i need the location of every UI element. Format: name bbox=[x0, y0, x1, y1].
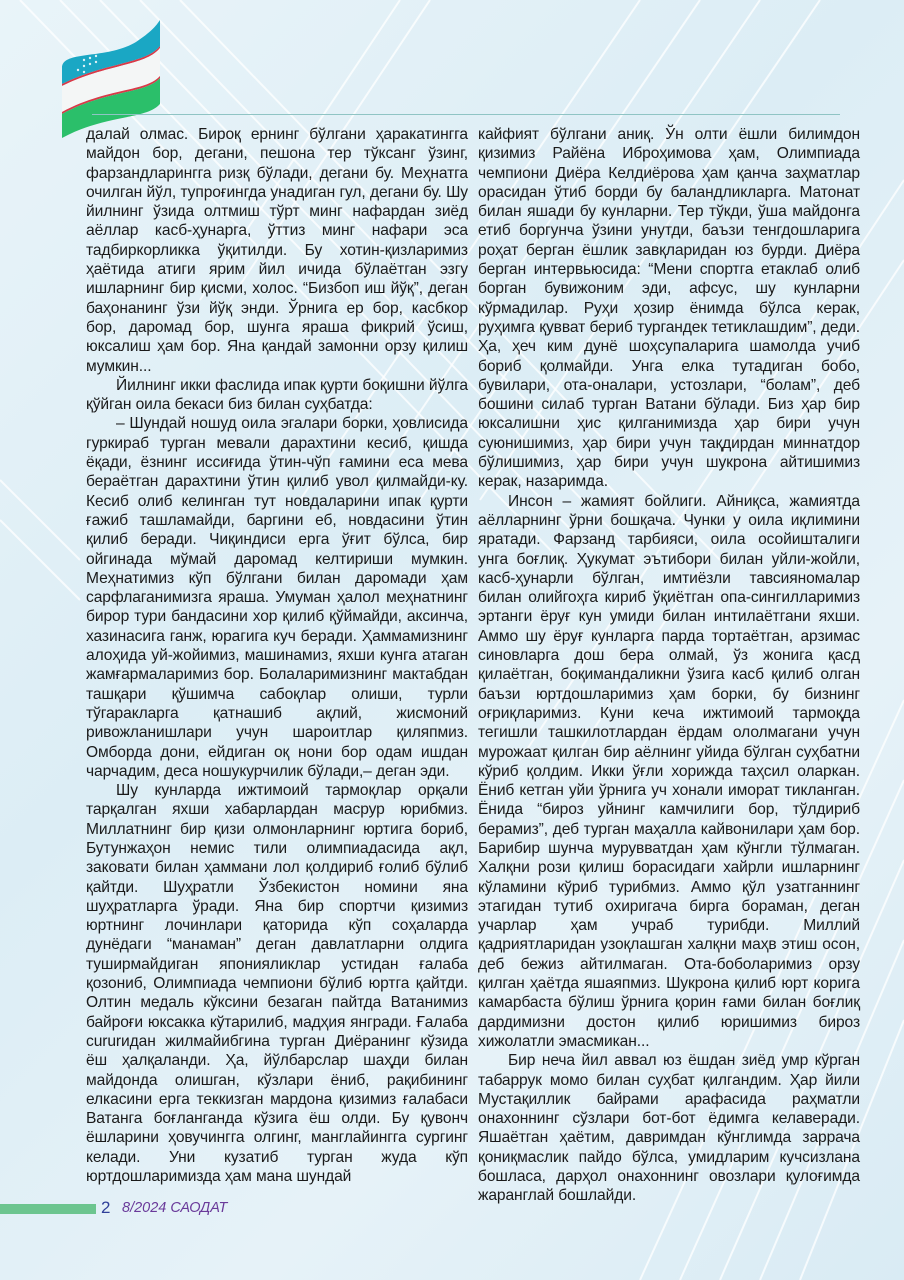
paragraph: далай олмас. Бироқ ернинг бўлгани ҳаракатингга майдон бор, дегани, пешона тер тўксанг ўзинг, фарзандларингга ризқ бўлади, дегани бу. Меҳнатга очилган йўл, тупроғингда унадиган гул, дегани бу. Шу йилнинг ўзида олтмиш тўрт минг нафардан зиёд аёллар касб-ҳунарга, ўттиз минг нафари эса тадбиркорликка ўқитилди. Бу хотин-қизларимиз ҳаётида атиги ярим йил ичида бўлаётган эзгу ишларнинг бир қисми, холос. “Бизбоп иш йўқ”, деган баҳонанинг ўзи йўқ энди. Ўрнига ер бор, касбкор бор, даромад бор, шунга яраша фикрий ўсиш, юксалиш ҳам бор. Яна қандай замонни орзу қилиш мумкин... bbox=[86, 126, 468, 375]
issue-label: 8/2024 САОДАТ bbox=[122, 1200, 228, 1216]
paragraph: Бир неча йил аввал юз ёшдан зиёд умр кўрган табаррук момо билан суҳбат қилгандим. Ҳар йили Мустақиллик байрами арафасида раҳматли онахоннинг сўзлари бот-бот ёдимга келаверади. Яшаётган ҳаётим, давримдан кўнглимда заррача қониқмаслик пайдо бўлса, умидларим кучсизлана бошласа, дарҳол онахоннинг овозлари қулоғимда жаранглай бошлайди. bbox=[478, 1052, 860, 1205]
page-number: 2 bbox=[101, 1198, 111, 1217]
paragraph: кайфият бўлгани аниқ. Ўн олти ёшли билимдон қизимиз Райёна Иброҳимова ҳам, Олимпиада чемпиони Диёра Келдиёрова ҳам қанча заҳматлар орасидан ўтиб борди бу баландликларга. Матонат билан яшади бу кунларни. Тер тўкди, ўша майдонга етиб боргунча ўзини унутди, баъзи тенгдошларига роҳат берган ёшлик завқларидан юз бурди. Диёра берган интервьюсида: “Мени спортга етаклаб олиб борган бувижоним эди, афсус, шу кунларни кўрмадилар. Руҳи ҳозир ёнимда бўлса керак, руҳимга қувват бериб тургандек тетиклашдим”, деди. Ҳа, ҳеч ким дунё шоҳсупаларига шамолда учиб бориб қолмайди. Унга елка тутадиган бобо, бувилари, ота-оналари, устозлари, “болам”, деб бошини силаб турган Ватани бўлади. Биз ҳар бир юксалишни ҳис қилганимизда ҳар бири учун суюнишимиз, ҳар бири учун тақдирдан миннатдор бўлишимиз, ҳар бири учун шукрона айтишимиз керак, назаримда. bbox=[478, 126, 860, 491]
footer-accent-bar bbox=[0, 1204, 96, 1214]
paragraph: – Шундай ношуд оила эгалари борки, ҳовлисида гуркираб турган мевали дарахтини кесиб, қишда ёқади, ёзнинг иссиғида ўтин-чўп ғамини еса мева бераётган дарахтини ўтин қилиб увол қилмайди-ку. Кесиб олиб келинган тут новдаларини ипак қурти ғажиб ташламайди, баргини еб, новдасини ўтин қилиб беради. Чиқиндиси ерга ўғит бўлса, бир ойгинада мўмай даромад келтириши мумкин. Меҳнатимиз кўп бўлгани билан даромади ҳам сарфлаганимизга яраша. Умуман ҳалол меҳнатнинг бирор тури бандасини хор қилиб қўймайди, аксинча, хазинасига ганж, юрагига куч беради. Ҳаммамизнинг алоҳида уй-жойимиз, машинамиз, яхши кунга атаган жамғармаларимиз бор. Болаларимизнинг мактабдан ташқари қўшимча сабоқлар олиши, турли тўгаракларга қатнашиб ақлий, жисмоний ривожланишлари учун шароитлар қиляпмиз. Омборда дони, ейдиган оқ нони бор одам ишдан чарчадим, деса ношукурчилик бўлади,– деган эди. bbox=[86, 415, 468, 780]
uzbekistan-flag-icon bbox=[56, 20, 166, 138]
article-column-left bbox=[86, 125, 468, 1186]
paragraph: Йилнинг икки фаслида ипак қурти боқишни йўлга қўйган оила бекаси биз билан суҳбатда: bbox=[86, 376, 468, 414]
article-column-right bbox=[478, 125, 860, 1206]
header-rule bbox=[92, 114, 840, 115]
paragraph: Шу кунларда ижтимоий тармоқлар орқали тарқалган яхши хабарлардан масрур юрибмиз. Миллатнинг бир қизи олмонларнинг юртига бориб, Бутунжаҳон немис тили олимпиадасида ақл, заковати билан ҳаммани лол қолдириб ғолиб бўлиб қайтди. Шуҳратли Ўзбекистон номини яна шуҳратларга ўради. Яна бир спортчи қизимиз юртнинг лочинлари қаторида кўп соҳаларда дунёдаги “манаман” деган давлатларни олдига туширмайдиган японияликлар устидан ғалаба қозониб, Олимпиада чемпиони бўлиб юртга қайтди. Олтин медаль кўксини безаган пайтда Ватанимиз байроғи юксакка кўтарилиб, мадҳия янгради. Ғалаба сururидан жилмайибгина турган Диёранинг кўзида ёш ҳалқаланди. Ҳа, йўлбарслар шаҳди билан майдонда олишган, кўзлари ёниб, рақибининг елкасини ерга теккизган мардона қизимиз ғалабаси Ватанга боғланганда кўзига ёш олди. Бу қувонч ёшларини ҳовучингга олгинг, манглайингга сургинг келади. Уни кузатиб турган жуда кўп юртдошларимизда ҳам мана шундай bbox=[86, 782, 468, 1186]
paragraph: Инсон – жамият бойлиги. Айниқса, жамиятда аёлларнинг ўрни бошқача. Чунки у оила иқлимини яратади. Фарзанд тарбияси, оила осойишталиги унга боғлиқ. Ҳукумат эътибори билан уйли-жойли, касб-ҳунарли бўлган, имтиёзли тавсияномалар билан олийгоҳга кириб ўқиётган опа-сингилларимиз эртанги ёруғ кун умиди билан интилаётгани яхши. Аммо шу ёруғ кунларга парда тортаётган, арзимас синовларга дош бера олмай, ўз жонига қасд қилаётган, боқимандаликни ўзига касб қилиб олган баъзи юртдошларимиз ҳам борки, бу бизнинг оғриқларимиз. Куни кеча ижтимоий тармоқда тегишли ташкилотлардан ёрдам ололмагани учун мурожаат қилган бир аёлнинг уйида бўлган суҳбатни кўриб қолдим. Икки ўғли хорижда таҳсил оларкан. Ёниб кетган уйи ўрнига уч хонали иморат тикланган. Ёнида “бироз уйнинг камчилиги бор, тўлдириб берамиз”, деб турган маҳалла кайвонилари ҳам бор. Барибир шунча мурувватдан ҳам кўнгли тўлмаган. Халқни рози қилиш борасидаги хайрли ишларнинг кўламини кўриб турибмиз. Аммо қўл узатганнинг этагидан тутиб охиригача бирга бораман, деган учарлар ҳам учраб турибди. Миллий қадриятларидан узоқлашган халқни маҳв этиш осон, деб бежиз айтилмаган. Ота-боболаримиз орзу қилган ҳаётда яшаяпмиз. Шукрона қилиб юрт корига камарбаста бўлиш ўрнига қорин ғами билан боғлиқ дардимизни достон қилиб юришимиз бироз хижолатли эмасмикан... bbox=[478, 492, 860, 1050]
